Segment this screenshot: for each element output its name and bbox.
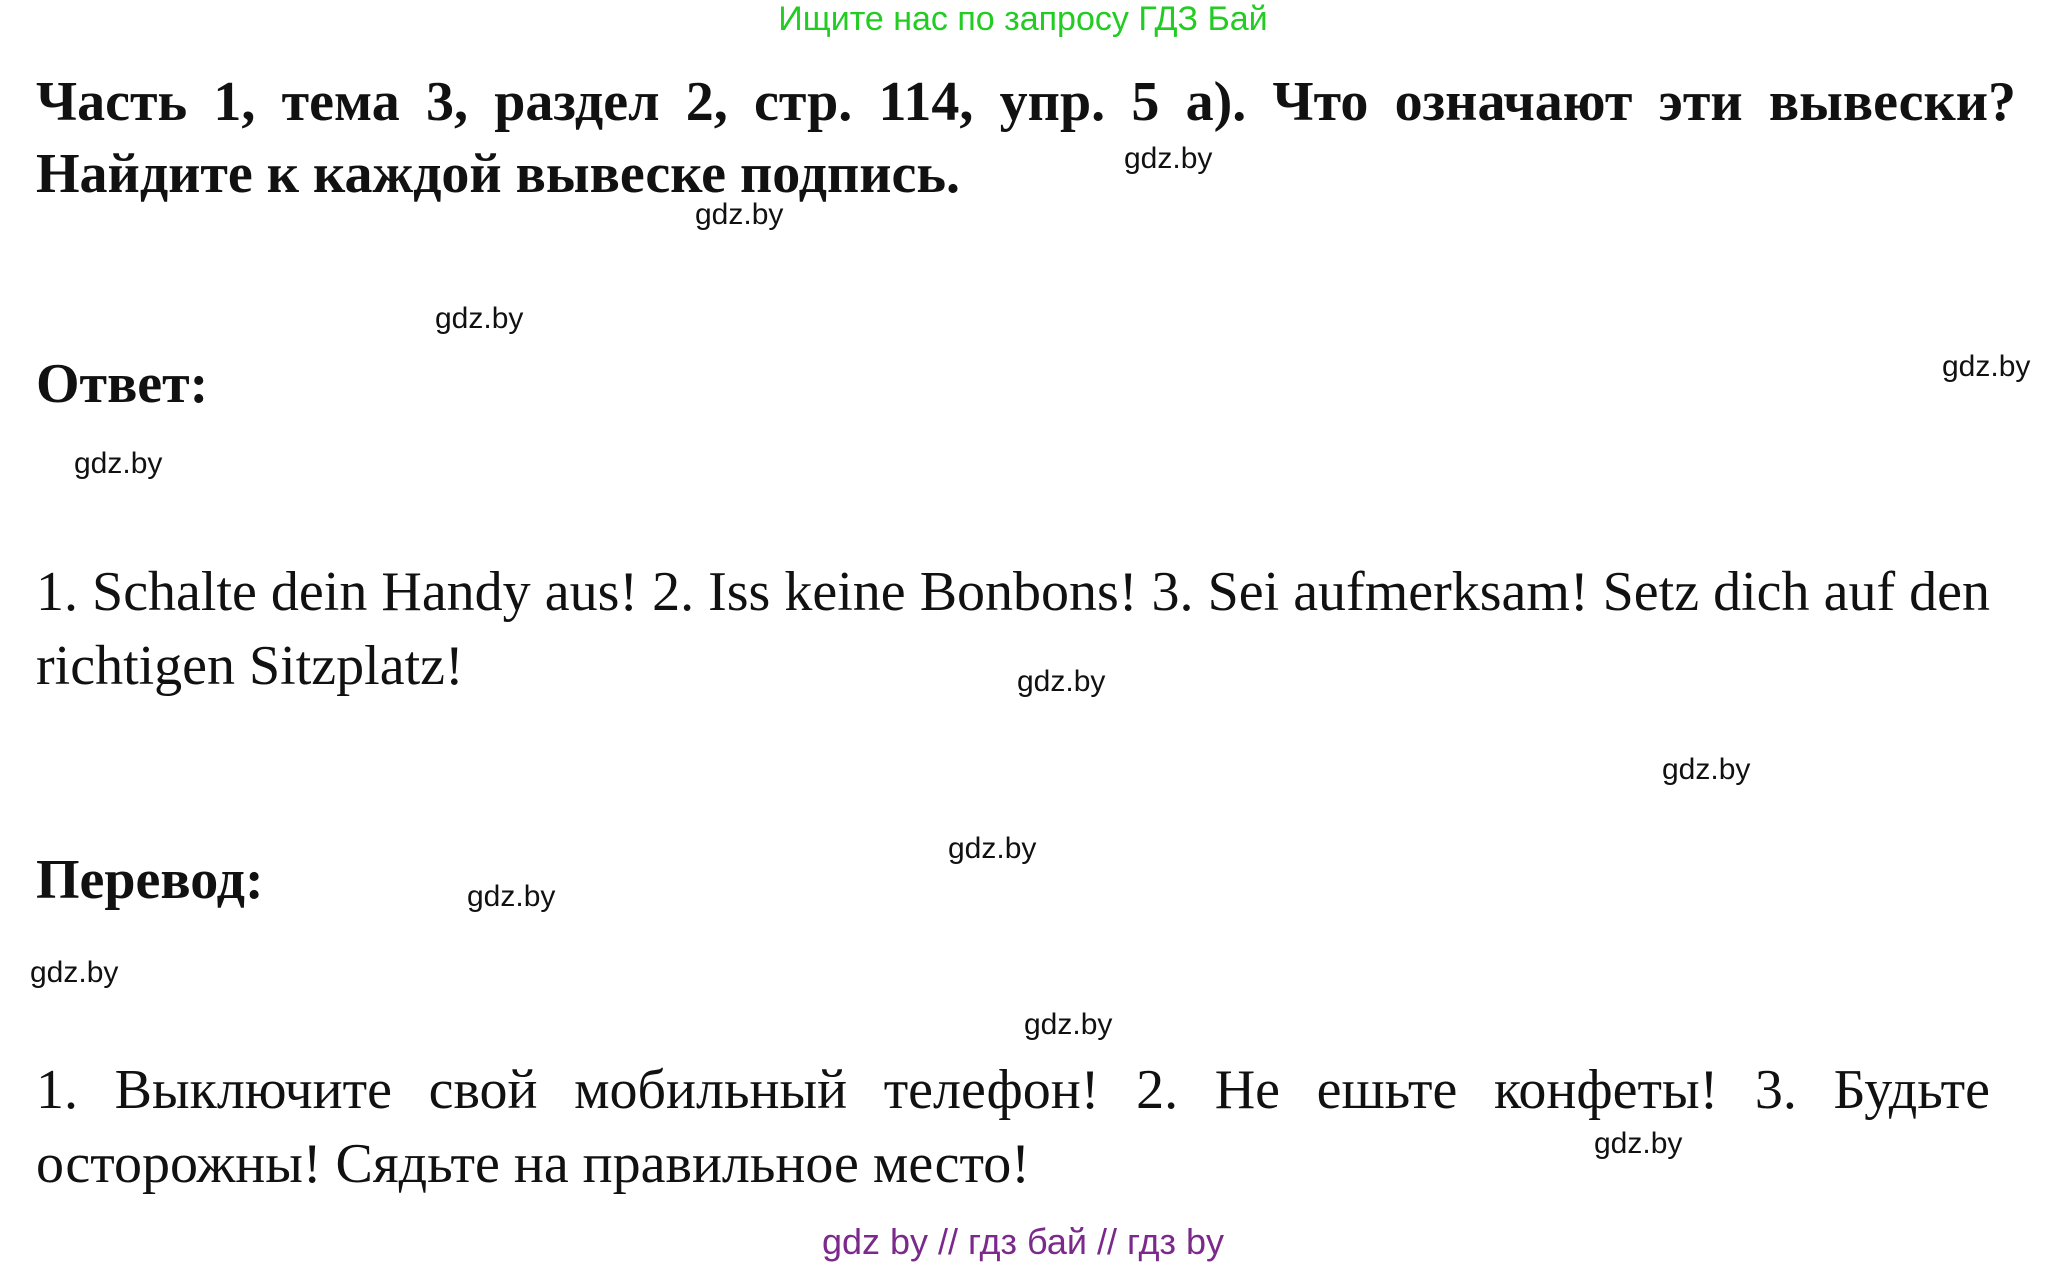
- watermark: gdz.by: [1024, 1008, 1113, 1041]
- answer-heading: Ответ:: [36, 353, 209, 415]
- watermark: gdz.by: [467, 880, 556, 913]
- watermark: gdz.by: [948, 832, 1037, 865]
- watermark: gdz.by: [1124, 142, 1213, 175]
- watermark: gdz.by: [1594, 1127, 1683, 1160]
- translation-heading: Перевод:: [36, 849, 264, 911]
- watermark: gdz.by: [74, 447, 163, 480]
- watermark: gdz.by: [435, 302, 524, 335]
- watermark: gdz.by: [695, 198, 784, 231]
- footer-links: gdz by // гдз бай // гдз by: [821, 1221, 1225, 1262]
- watermark: gdz.by: [30, 956, 119, 989]
- answer-text: 1. Schalte dein Handy aus! 2. Iss keine Bonbons! 3. Sei aufmerksam! Setz dich auf den richtigen Sitzplatz!: [36, 561, 1990, 697]
- watermark: gdz.by: [1662, 753, 1751, 786]
- task-title: Часть 1, тема 3, раздел 2, стр. 114, упр. 5 а). Что означают эти вывески? Найдите к каждой вывеске подпись.: [36, 71, 2016, 205]
- translation-text: 1. Выключите свой мобильный телефон! 2. Не ешьте конфеты! 3. Будьте осторожны! Сядьте на правильное место!: [36, 1059, 1990, 1195]
- search-banner: Ищите нас по запросу ГДЗ Бай: [778, 0, 1268, 38]
- watermark: gdz.by: [1942, 350, 2031, 383]
- watermark: gdz.by: [1017, 665, 1106, 698]
